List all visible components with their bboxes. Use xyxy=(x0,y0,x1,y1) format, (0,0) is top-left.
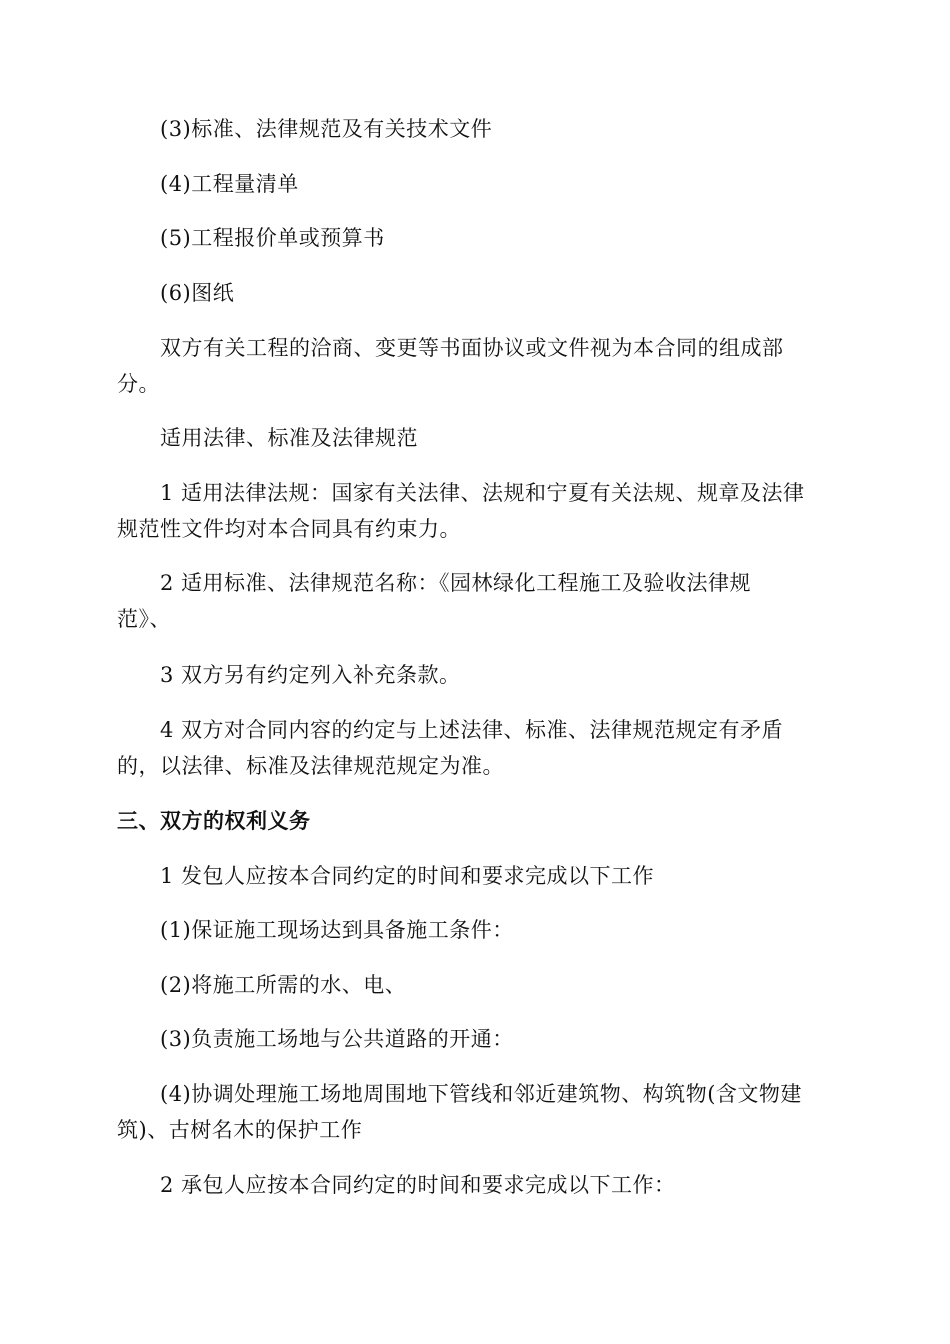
list-item-bill-of-quantities: (4)工程量清单 xyxy=(160,172,299,196)
list-item: (4)协调处理施工场地周围地下管线和邻近建筑物、构筑物(含文物建 xyxy=(160,1082,802,1106)
section-heading: 三、双方的权利义务 xyxy=(117,809,311,833)
section-subtitle: 适用法律、标准及法律规范 xyxy=(160,426,418,450)
paragraph-line: 范》、 xyxy=(117,607,171,631)
paragraph-line: 分。 xyxy=(117,372,160,396)
list-item: 筑)、古树名木的保护工作 xyxy=(117,1118,363,1142)
paragraph-line: 双方有关工程的洽商、变更等书面协议或文件视为本合同的组成部 xyxy=(160,336,784,360)
paragraph-line: 1 适用法律法规：国家有关法律、法规和宁夏有关法规、规章及法律 xyxy=(160,481,805,505)
paragraph-line: 的，以法律、标准及法律规范规定为准。 xyxy=(117,754,504,778)
list-item-quotation: (5)工程报价单或预算书 xyxy=(160,226,385,250)
list-item-standards: (3)标准、法律规范及有关技术文件 xyxy=(160,117,493,141)
list-item: (1)保证施工现场达到具备施工条件： xyxy=(160,918,514,942)
paragraph-line: 规范性文件均对本合同具有约束力。 xyxy=(117,517,461,541)
paragraph-line: 3 双方另有约定列入补充条款。 xyxy=(160,663,461,687)
list-item-drawings: (6)图纸 xyxy=(160,281,235,305)
list-item: (2)将施工所需的水、电、 xyxy=(160,973,407,997)
list-item: (3)负责施工场地与公共道路的开通： xyxy=(160,1027,514,1051)
paragraph-line: 1 发包人应按本合同约定的时间和要求完成以下工作 xyxy=(160,864,655,888)
paragraph-line: 4 双方对合同内容的约定与上述法律、标准、法律规范规定有矛盾 xyxy=(160,718,784,742)
paragraph-line: 2 承包人应按本合同约定的时间和要求完成以下工作： xyxy=(160,1173,676,1197)
paragraph-line: 2 适用标准、法律规范名称：《园林绿化工程施工及验收法律规 xyxy=(160,571,752,595)
